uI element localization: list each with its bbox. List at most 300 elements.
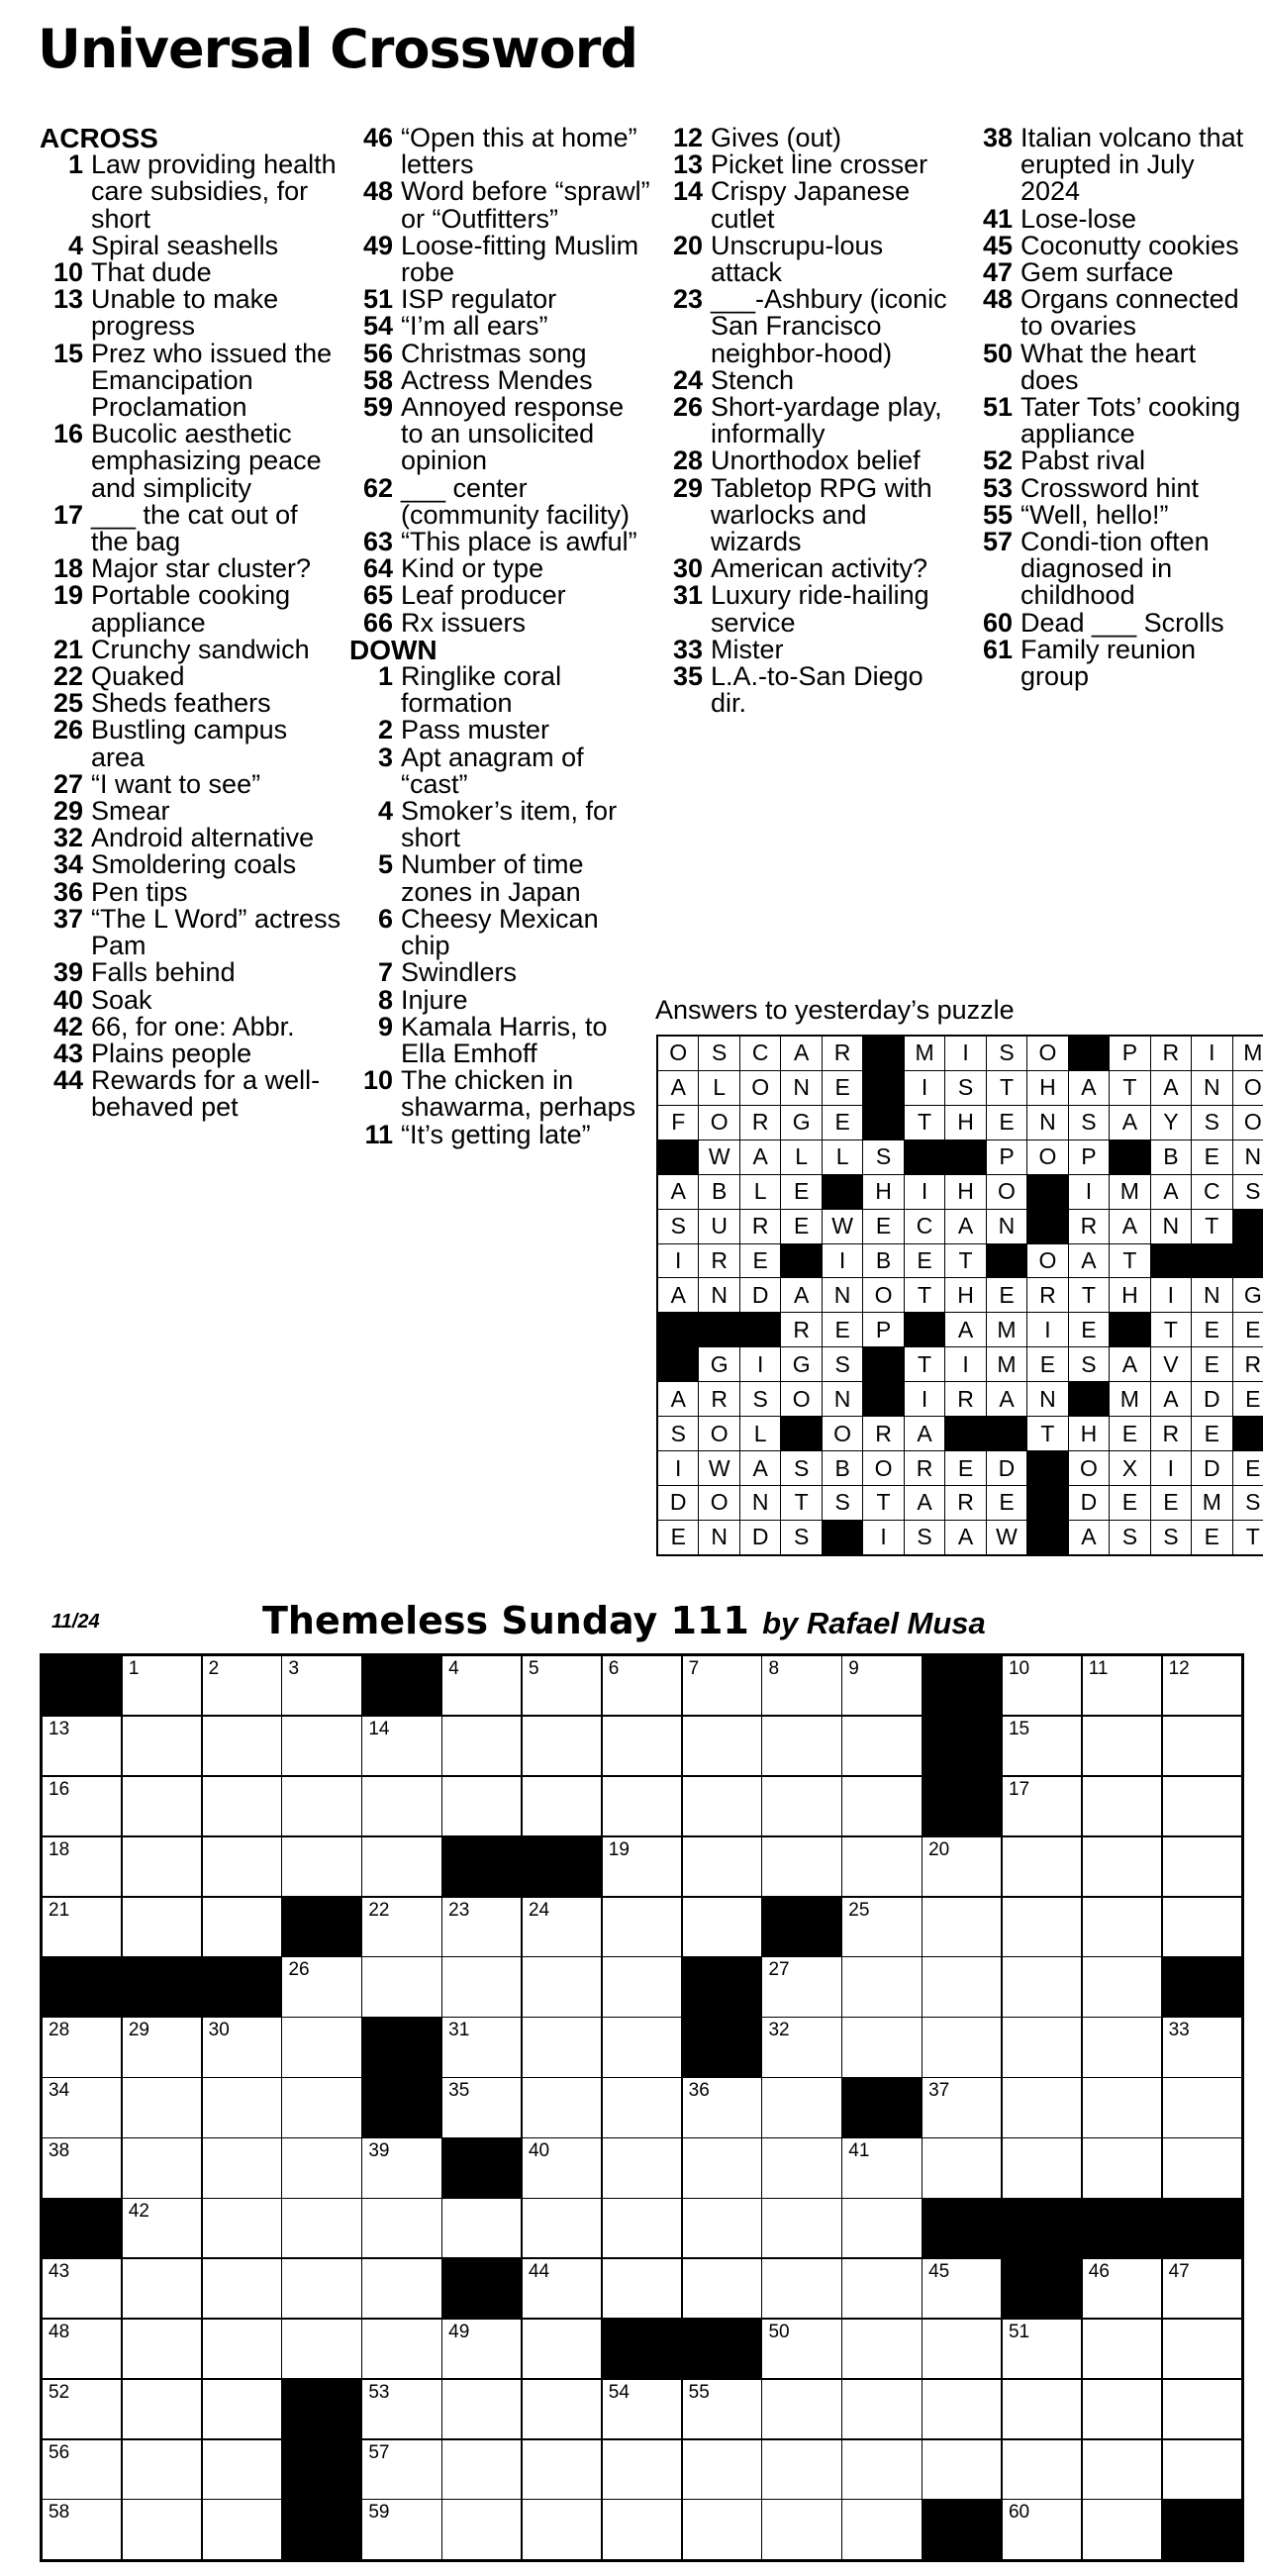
puzzle-cell[interactable]	[1003, 1837, 1081, 1896]
down-clue	[349, 717, 651, 743]
puzzle-cell[interactable]	[282, 2078, 360, 2136]
answer-black-square	[1110, 1313, 1149, 1346]
cell-number: 36	[688, 2080, 710, 2102]
answer-letter: H	[1110, 1278, 1149, 1312]
puzzle-cell[interactable]	[1003, 2500, 1081, 2558]
puzzle-cell[interactable]	[923, 2259, 1001, 2318]
puzzle-cell[interactable]	[762, 1717, 840, 1775]
across-clue	[349, 394, 651, 475]
puzzle-cell[interactable]	[282, 1656, 360, 1715]
puzzle-cell[interactable]	[842, 1898, 921, 1956]
puzzle-cell[interactable]	[842, 1837, 921, 1896]
puzzle-black-square	[203, 1957, 281, 2016]
clue-number: 51	[362, 284, 393, 315]
puzzle-cell[interactable]	[603, 2078, 681, 2136]
puzzle-cell[interactable]	[1163, 1717, 1241, 1775]
answer-letter: I	[658, 1244, 698, 1278]
clue-text: “It’s getting late”	[401, 1119, 591, 1149]
answer-letter: E	[1069, 1313, 1109, 1346]
puzzle-cell[interactable]	[442, 1898, 521, 1956]
answer-black-square	[905, 1140, 944, 1174]
puzzle-cell[interactable]	[762, 1777, 840, 1835]
puzzle-cell[interactable]	[683, 2380, 761, 2438]
answer-letter: I	[905, 1175, 944, 1209]
puzzle-cell[interactable]	[123, 2259, 201, 2318]
puzzle-cell[interactable]	[523, 2138, 601, 2197]
puzzle-cell[interactable]	[123, 1837, 201, 1896]
puzzle-cell[interactable]	[123, 1656, 201, 1715]
puzzle-cell[interactable]	[1163, 2078, 1241, 2136]
puzzle-cell[interactable]	[762, 2500, 840, 2558]
puzzle-cell[interactable]	[842, 1717, 921, 1775]
puzzle-cell[interactable]	[842, 1777, 921, 1835]
across-clue	[40, 286, 341, 340]
across-clue	[349, 338, 651, 368]
puzzle-cell[interactable]	[923, 2078, 1001, 2136]
puzzle-cell[interactable]	[683, 1656, 761, 1715]
puzzle-cell[interactable]	[362, 1777, 440, 1835]
clue-number: 29	[52, 796, 83, 827]
puzzle-cell[interactable]	[683, 2259, 761, 2318]
answer-letter: D	[1069, 1486, 1109, 1520]
answer-letter: A	[1069, 1521, 1109, 1554]
puzzle-cell[interactable]	[762, 1837, 840, 1896]
clue-number: 47	[982, 257, 1013, 288]
puzzle-cell[interactable]	[842, 2320, 921, 2378]
clue-number: 38	[982, 123, 1013, 152]
puzzle-cell[interactable]	[762, 2078, 840, 2136]
puzzle-black-square	[123, 1957, 201, 2016]
puzzle-cell[interactable]	[762, 2018, 840, 2076]
puzzle-cell[interactable]	[282, 1717, 360, 1775]
puzzle-cell[interactable]	[683, 2078, 761, 2136]
puzzle-cell[interactable]	[1003, 2380, 1081, 2438]
puzzle-cell[interactable]	[1163, 2138, 1241, 2197]
puzzle-cell[interactable]	[1083, 2380, 1161, 2438]
puzzle-cell[interactable]	[362, 2138, 440, 2197]
puzzle-cell[interactable]	[123, 2078, 201, 2136]
puzzle-cell[interactable]	[123, 2138, 201, 2197]
puzzle-cell[interactable]	[683, 2138, 761, 2197]
puzzle-cell[interactable]	[1163, 2018, 1241, 2076]
puzzle-cell[interactable]	[523, 2440, 601, 2499]
answer-letter: S	[740, 1382, 780, 1416]
puzzle-cell[interactable]	[523, 2199, 601, 2257]
clue-number: 60	[982, 607, 1013, 638]
clue-text: Christmas song	[401, 338, 587, 368]
clue-number: 3	[377, 742, 393, 772]
answer-black-square	[987, 1244, 1026, 1278]
cell-number: 2	[208, 1658, 220, 1679]
puzzle-cell[interactable]	[1003, 2320, 1081, 2378]
puzzle-cell[interactable]	[923, 2018, 1001, 2076]
down-clue	[659, 230, 961, 288]
puzzle-cell[interactable]	[43, 2138, 121, 2197]
answer-letter: I	[945, 1037, 985, 1070]
answer-letter: O	[1069, 1451, 1109, 1485]
puzzle-cell[interactable]	[603, 2138, 681, 2197]
puzzle-cell[interactable]	[523, 2500, 601, 2558]
puzzle-cell[interactable]	[362, 2320, 440, 2378]
clue-number: 14	[672, 176, 703, 207]
cell-number: 46	[1088, 2260, 1110, 2282]
puzzle-cell[interactable]	[1083, 1957, 1161, 2016]
answer-letter: H	[945, 1175, 985, 1209]
puzzle-cell[interactable]	[123, 2380, 201, 2438]
clue-text: Short-yardage play, informally	[711, 392, 942, 449]
puzzle-cell[interactable]	[203, 1898, 281, 1956]
answer-letter: M	[1110, 1382, 1149, 1416]
puzzle-cell[interactable]	[362, 2380, 440, 2438]
puzzle-cell[interactable]	[442, 2320, 521, 2378]
puzzle-cell[interactable]	[1083, 2078, 1161, 2136]
answer-letter: T	[1192, 1210, 1231, 1243]
puzzle-cell[interactable]	[603, 1957, 681, 2016]
across-clue	[40, 151, 341, 233]
puzzle-cell[interactable]	[442, 2440, 521, 2499]
puzzle-cell[interactable]	[603, 2380, 681, 2438]
puzzle-cell[interactable]	[523, 1777, 601, 1835]
puzzle-cell[interactable]	[1163, 2380, 1241, 2438]
puzzle-cell[interactable]	[442, 2500, 521, 2558]
puzzle-cell[interactable]	[842, 1656, 921, 1715]
puzzle-cell[interactable]	[1083, 1777, 1161, 1835]
answer-letter: E	[1110, 1417, 1149, 1450]
puzzle-cell[interactable]	[282, 1777, 360, 1835]
puzzle-cell[interactable]	[1083, 1898, 1161, 1956]
answer-letter: P	[863, 1313, 903, 1346]
puzzle-cell[interactable]	[442, 1957, 521, 2016]
puzzle-cell[interactable]	[523, 2380, 601, 2438]
puzzle-cell[interactable]	[1083, 2018, 1161, 2076]
puzzle-cell[interactable]	[923, 2138, 1001, 2197]
puzzle-cell[interactable]	[1163, 1656, 1241, 1715]
puzzle-cell[interactable]	[923, 1898, 1001, 1956]
puzzle-cell[interactable]	[362, 2259, 440, 2318]
clue-text: “The L Word” actress Pam	[91, 903, 341, 961]
cell-number: 42	[128, 2201, 149, 2223]
puzzle-cell[interactable]	[1163, 2440, 1241, 2499]
answer-letter: N	[823, 1382, 862, 1416]
puzzle-cell[interactable]	[842, 2380, 921, 2438]
clue-number: 65	[362, 580, 393, 611]
answer-letter: N	[699, 1521, 738, 1554]
puzzle-cell[interactable]	[43, 2078, 121, 2136]
puzzle-cell[interactable]	[1003, 1898, 1081, 1956]
puzzle-cell[interactable]	[923, 2380, 1001, 2438]
puzzle-cell[interactable]	[523, 1898, 601, 1956]
puzzle-cell[interactable]	[43, 1837, 121, 1896]
puzzle-cell[interactable]	[1083, 2500, 1161, 2558]
down-clue-list-part-1	[349, 663, 651, 1148]
puzzle-cell[interactable]	[683, 2500, 761, 2558]
puzzle-cell[interactable]	[43, 1777, 121, 1835]
puzzle-cell[interactable]	[603, 2018, 681, 2076]
puzzle-cell[interactable]	[762, 2199, 840, 2257]
cell-number: 37	[928, 2080, 950, 2102]
puzzle-cell[interactable]	[362, 2199, 440, 2257]
puzzle-cell[interactable]	[1003, 2138, 1081, 2197]
answer-letter: S	[1069, 1347, 1109, 1381]
puzzle-cell[interactable]	[123, 1777, 201, 1835]
answer-letter: T	[1069, 1278, 1109, 1312]
puzzle-cell[interactable]	[923, 1837, 1001, 1896]
puzzle-cell[interactable]	[762, 2259, 840, 2318]
down-clue-list-part-3	[969, 125, 1256, 690]
puzzle-cell[interactable]	[123, 2440, 201, 2499]
puzzle-cell[interactable]	[523, 1656, 601, 1715]
puzzle-cell[interactable]	[523, 2018, 601, 2076]
puzzle-cell[interactable]	[683, 2440, 761, 2499]
answer-black-square	[781, 1417, 821, 1450]
answer-letter: N	[1192, 1071, 1231, 1105]
puzzle-cell[interactable]	[1083, 2259, 1161, 2318]
cell-number: 24	[528, 1899, 550, 1921]
puzzle-cell[interactable]	[43, 1898, 121, 1956]
puzzle-cell[interactable]	[523, 1717, 601, 1775]
puzzle-cell[interactable]	[362, 1898, 440, 1956]
clue-text: Lose-lose	[1020, 203, 1137, 234]
puzzle-cell[interactable]	[442, 2380, 521, 2438]
puzzle-black-square	[442, 2138, 521, 2197]
across-clue	[40, 798, 341, 825]
puzzle-black-square	[923, 1777, 1001, 1835]
puzzle-cell[interactable]	[442, 2018, 521, 2076]
puzzle-cell[interactable]	[43, 2259, 121, 2318]
clue-text: Android alternative	[91, 823, 315, 853]
puzzle-cell[interactable]	[842, 2500, 921, 2558]
puzzle-cell[interactable]	[123, 1898, 201, 1956]
clue-text: Crispy Japanese cutlet	[711, 176, 911, 234]
puzzle-cell[interactable]	[442, 1777, 521, 1835]
cell-number: 31	[448, 2020, 470, 2041]
answer-letter: G	[781, 1106, 821, 1139]
puzzle-cell[interactable]	[282, 2199, 360, 2257]
puzzle-cell[interactable]	[762, 1656, 840, 1715]
puzzle-cell[interactable]	[603, 1837, 681, 1896]
puzzle-cell[interactable]	[282, 1837, 360, 1896]
puzzle-cell[interactable]	[362, 2500, 440, 2558]
answer-letter: C	[740, 1037, 780, 1070]
puzzle-cell[interactable]	[1083, 1837, 1161, 1896]
puzzle-cell[interactable]	[923, 2440, 1001, 2499]
puzzle-cell[interactable]	[603, 2199, 681, 2257]
puzzle-cell[interactable]	[362, 1717, 440, 1775]
puzzle-cell[interactable]	[1083, 2320, 1161, 2378]
puzzle-cell[interactable]	[762, 2440, 840, 2499]
answer-black-square	[1192, 1244, 1231, 1278]
puzzle-cell[interactable]	[43, 1717, 121, 1775]
puzzle-cell[interactable]	[282, 2018, 360, 2076]
puzzle-cell[interactable]	[1163, 2320, 1241, 2378]
puzzle-cell[interactable]	[43, 2440, 121, 2499]
puzzle-cell[interactable]	[203, 2320, 281, 2378]
puzzle-cell[interactable]	[842, 1957, 921, 2016]
down-clue	[659, 151, 961, 178]
across-clue	[40, 338, 341, 423]
puzzle-cell[interactable]	[1003, 2440, 1081, 2499]
answer-letter: S	[1233, 1486, 1263, 1520]
answer-letter: A	[781, 1037, 821, 1070]
cell-number: 48	[49, 2321, 70, 2342]
cell-number: 44	[528, 2260, 550, 2282]
answer-letter: I	[945, 1347, 985, 1381]
puzzle-cell[interactable]	[203, 2018, 281, 2076]
answer-letter: I	[1192, 1037, 1231, 1070]
puzzle-cell[interactable]	[442, 1717, 521, 1775]
puzzle-cell[interactable]	[842, 2018, 921, 2076]
answer-letter: D	[658, 1486, 698, 1520]
puzzle-cell[interactable]	[203, 2440, 281, 2499]
puzzle-cell[interactable]	[43, 2500, 121, 2558]
puzzle-cell[interactable]	[523, 2078, 601, 2136]
down-clue	[659, 472, 961, 557]
across-clue	[40, 499, 341, 557]
puzzle-cell[interactable]	[123, 2320, 201, 2378]
puzzle-cell[interactable]	[1163, 1898, 1241, 1956]
answer-letter: P	[1110, 1037, 1149, 1070]
answer-black-square	[699, 1313, 738, 1346]
puzzle-cell[interactable]	[203, 1717, 281, 1775]
answer-letter: I	[1151, 1278, 1191, 1312]
puzzle-cell[interactable]	[123, 2500, 201, 2558]
puzzle-grid[interactable]	[40, 1653, 1244, 2562]
puzzle-cell[interactable]	[203, 1656, 281, 1715]
cell-number: 28	[49, 2020, 70, 2041]
puzzle-cell[interactable]	[43, 2380, 121, 2438]
answer-letter: R	[863, 1417, 903, 1450]
puzzle-cell[interactable]	[923, 1957, 1001, 2016]
puzzle-cell[interactable]	[1003, 1656, 1081, 1715]
puzzle-cell[interactable]	[603, 2500, 681, 2558]
answer-black-square	[1233, 1210, 1263, 1243]
answer-letter: O	[863, 1278, 903, 1312]
puzzle-cell[interactable]	[282, 2138, 360, 2197]
puzzle-cell[interactable]	[203, 2380, 281, 2438]
puzzle-cell[interactable]	[1083, 1656, 1161, 1715]
puzzle-cell[interactable]	[1083, 1717, 1161, 1775]
puzzle-cell[interactable]	[282, 2320, 360, 2378]
puzzle-cell[interactable]	[1163, 1837, 1241, 1896]
puzzle-cell[interactable]	[603, 1777, 681, 1835]
puzzle-cell[interactable]	[1003, 1717, 1081, 1775]
puzzle-cell[interactable]	[43, 2320, 121, 2378]
puzzle-cell[interactable]	[603, 2259, 681, 2318]
across-clue	[349, 286, 651, 313]
puzzle-cell[interactable]	[603, 1656, 681, 1715]
puzzle-cell[interactable]	[603, 1898, 681, 1956]
answer-letter: T	[1233, 1521, 1263, 1554]
puzzle-cell[interactable]	[523, 2320, 601, 2378]
puzzle-black-square	[43, 1656, 121, 1715]
clue-number: 33	[672, 634, 703, 664]
answer-letter: T	[1110, 1244, 1149, 1278]
puzzle-cell[interactable]	[362, 2440, 440, 2499]
puzzle-cell[interactable]	[683, 1717, 761, 1775]
puzzle-cell[interactable]	[203, 2078, 281, 2136]
puzzle-cell[interactable]	[683, 1837, 761, 1896]
puzzle-cell[interactable]	[203, 1837, 281, 1896]
puzzle-cell[interactable]	[442, 1656, 521, 1715]
across-clue	[349, 582, 651, 609]
answer-letter: M	[987, 1347, 1026, 1381]
puzzle-cell[interactable]	[43, 2018, 121, 2076]
puzzle-cell[interactable]	[683, 1777, 761, 1835]
answer-letter: E	[863, 1210, 903, 1243]
puzzle-cell[interactable]	[282, 2259, 360, 2318]
answer-letter: I	[823, 1244, 862, 1278]
cell-number: 15	[1008, 1718, 1030, 1739]
answer-letter: O	[658, 1037, 698, 1070]
clue-number: 26	[672, 392, 703, 423]
puzzle-cell[interactable]	[362, 1957, 440, 2016]
puzzle-cell[interactable]	[762, 2380, 840, 2438]
puzzle-black-square	[282, 2440, 360, 2499]
answer-letter: L	[823, 1140, 862, 1174]
answer-letter: F	[658, 1106, 698, 1139]
puzzle-cell[interactable]	[842, 2440, 921, 2499]
puzzle-cell[interactable]	[762, 2320, 840, 2378]
puzzle-cell[interactable]	[123, 2018, 201, 2076]
answer-letter: O	[1233, 1106, 1263, 1139]
puzzle-cell[interactable]	[362, 1837, 440, 1896]
across-clue-list-part-2	[349, 125, 651, 637]
down-clue	[969, 607, 1256, 638]
puzzle-cell[interactable]	[203, 2259, 281, 2318]
puzzle-cell[interactable]	[203, 2500, 281, 2558]
puzzle-cell[interactable]	[1003, 1957, 1081, 2016]
puzzle-cell[interactable]	[842, 2138, 921, 2197]
answer-letter: G	[781, 1347, 821, 1381]
puzzle-cell[interactable]	[123, 2199, 201, 2257]
puzzle-cell[interactable]	[1003, 2078, 1081, 2136]
puzzle-cell[interactable]	[842, 2259, 921, 2318]
puzzle-cell[interactable]	[762, 2138, 840, 2197]
clue-number: 43	[52, 1038, 83, 1068]
answer-letter: E	[1192, 1140, 1231, 1174]
puzzle-cell[interactable]	[123, 1717, 201, 1775]
answer-letter: D	[1192, 1451, 1231, 1485]
puzzle-cell[interactable]	[1083, 2440, 1161, 2499]
puzzle-cell[interactable]	[1163, 1777, 1241, 1835]
puzzle-cell[interactable]	[683, 2199, 761, 2257]
answer-letter: W	[823, 1210, 862, 1243]
puzzle-cell[interactable]	[282, 1957, 360, 2016]
puzzle-cell[interactable]	[683, 1898, 761, 1956]
clue-number: 56	[362, 338, 393, 368]
puzzle-cell[interactable]	[1083, 2138, 1161, 2197]
puzzle-cell[interactable]	[1003, 2018, 1081, 2076]
puzzle-cell[interactable]	[603, 2440, 681, 2499]
answer-letter: V	[1151, 1347, 1191, 1381]
clue-text: Crunchy sandwich	[91, 634, 310, 664]
puzzle-cell[interactable]	[203, 2138, 281, 2197]
answer-letter: A	[905, 1417, 944, 1450]
puzzle-cell[interactable]	[203, 2199, 281, 2257]
puzzle-cell[interactable]	[842, 2199, 921, 2257]
puzzle-cell[interactable]	[442, 2199, 521, 2257]
puzzle-cell[interactable]	[203, 1777, 281, 1835]
puzzle-cell[interactable]	[523, 1957, 601, 2016]
puzzle-cell[interactable]	[762, 1957, 840, 2016]
puzzle-cell[interactable]	[1003, 1777, 1081, 1835]
puzzle-cell[interactable]	[442, 2078, 521, 2136]
puzzle-cell[interactable]	[923, 2320, 1001, 2378]
puzzle-cell[interactable]	[523, 2259, 601, 2318]
puzzle-cell[interactable]	[603, 1717, 681, 1775]
puzzle-cell[interactable]	[1163, 2259, 1241, 2318]
down-clue	[349, 744, 651, 798]
